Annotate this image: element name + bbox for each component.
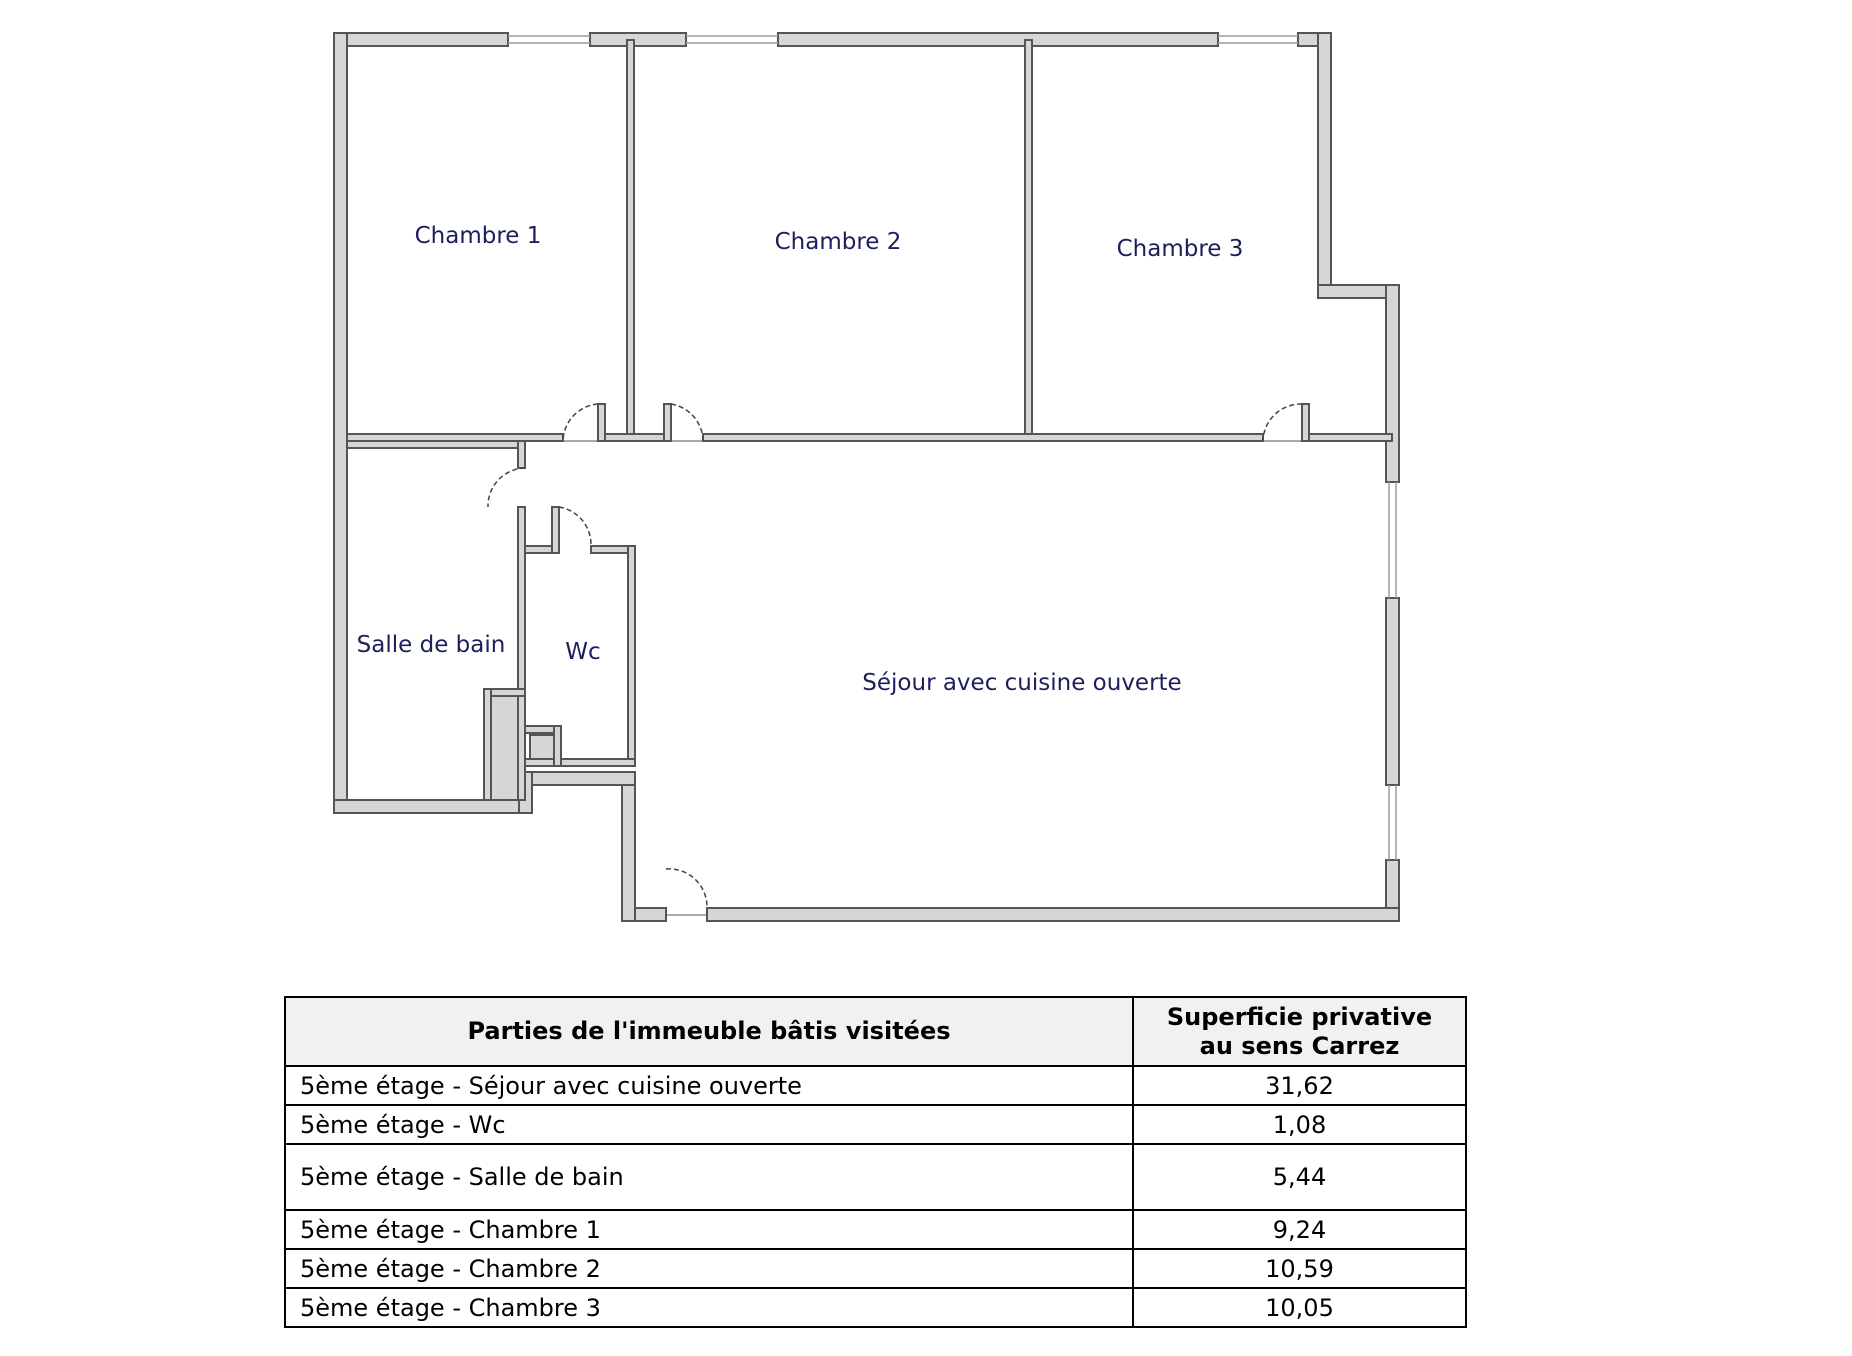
header-area: Superficie privative au sens Carrez [1133,997,1466,1066]
wall [778,33,1218,46]
wall [1386,285,1399,482]
cell-area: 10,59 [1133,1249,1466,1288]
wall [518,441,525,468]
area-table [284,996,1467,1328]
cell-room: 5ème étage - Salle de bain [285,1144,1133,1210]
room-label-salle-de-bain: Salle de bain [356,632,506,658]
wall [628,546,635,766]
wall [530,735,554,759]
wall [334,33,347,813]
wall [554,726,561,766]
wall [707,908,1399,921]
wall [1302,404,1309,441]
table-row [285,1249,1466,1288]
wall [491,696,518,800]
wall [1386,598,1399,785]
cell-area: 10,05 [1133,1288,1466,1327]
table-row [285,1288,1466,1327]
wall [334,800,532,813]
wall [525,759,635,766]
wall [1302,434,1392,441]
table-header-row [285,997,1466,1066]
cell-area: 5,44 [1133,1144,1466,1210]
cell-room: 5ème étage - Chambre 3 [285,1288,1133,1327]
header-rooms: Parties de l'immeuble bâtis visitées [285,997,1133,1066]
wall [703,434,1263,441]
wall [598,434,664,441]
room-label-chambre-2: Chambre 2 [774,229,902,255]
wall [622,772,635,921]
wall [347,434,563,441]
wall [590,33,686,46]
wall [518,507,525,800]
cell-room: 5ème étage - Séjour avec cuisine ouverte [285,1066,1133,1105]
wall [598,404,605,441]
room-label-chambre-1: Chambre 1 [414,223,542,249]
wall [1318,33,1331,288]
cell-area: 9,24 [1133,1210,1466,1249]
cell-room: 5ème étage - Chambre 1 [285,1210,1133,1249]
wall [530,772,635,785]
wall [347,441,525,448]
wall [664,404,671,441]
table-row [285,1210,1466,1249]
cell-area: 1,08 [1133,1105,1466,1144]
room-label-chambre-3: Chambre 3 [1116,236,1244,262]
wall [627,40,634,440]
cell-area: 31,62 [1133,1066,1466,1105]
table-row [285,1066,1466,1105]
room-label-wc: Wc [565,639,601,665]
wall [1025,40,1032,440]
table-row [285,1105,1466,1144]
wall [334,33,508,46]
cell-room: 5ème étage - Wc [285,1105,1133,1144]
cell-room: 5ème étage - Chambre 2 [285,1249,1133,1288]
room-label-sejour: Séjour avec cuisine ouverte [862,670,1182,696]
wall [552,507,559,553]
table-row [285,1144,1466,1210]
wall [525,546,552,553]
wall [484,689,491,800]
